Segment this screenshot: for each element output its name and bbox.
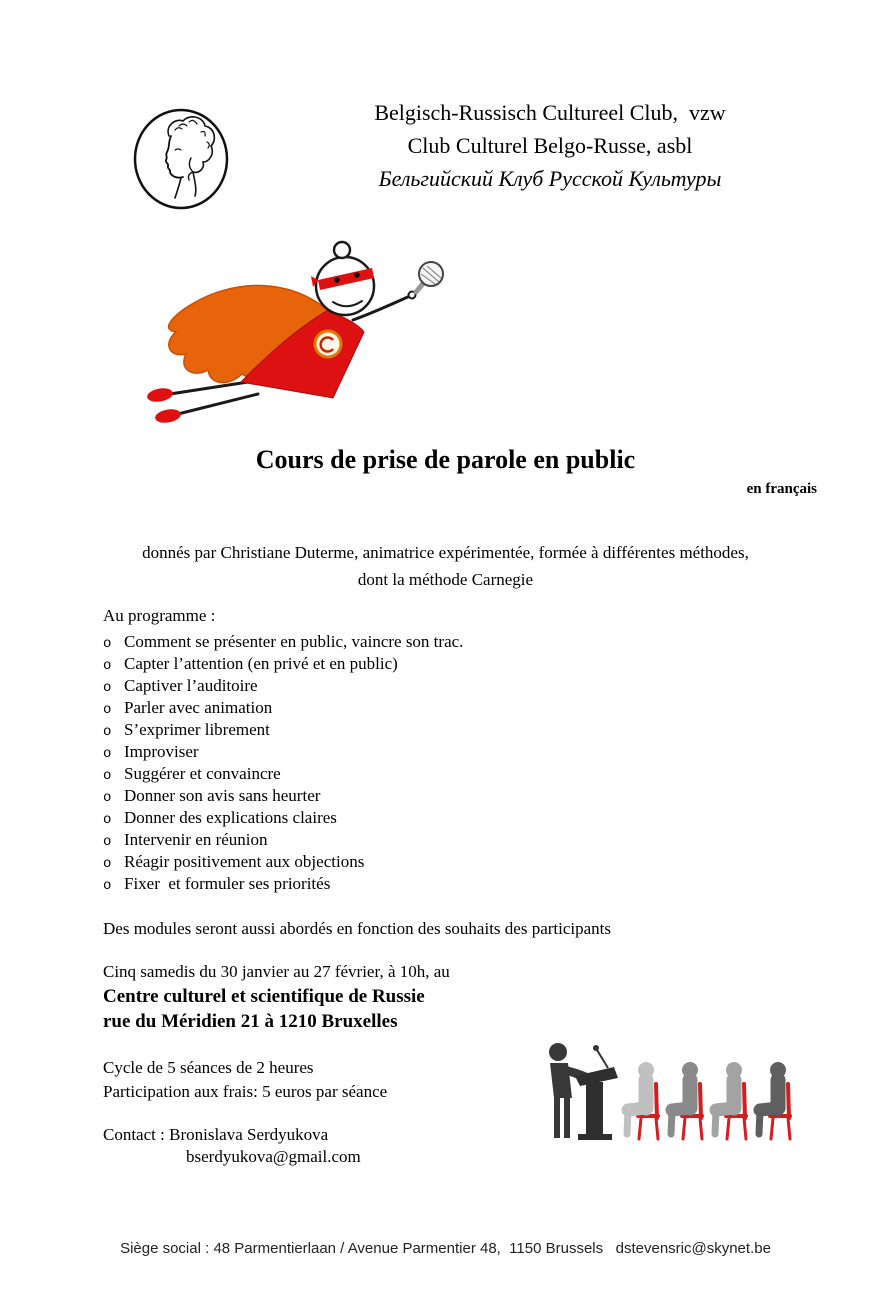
bullet-marker: o	[103, 812, 112, 828]
bullet-marker: o	[103, 834, 112, 850]
org-name-russian: Бельгийский Клуб Русской Культуры	[378, 166, 722, 191]
program-item	[103, 764, 463, 786]
program-item	[103, 720, 463, 742]
program-item	[103, 852, 463, 874]
contact-name: Contact : Bronislava Serdyukova	[103, 1125, 329, 1144]
bullet-marker: o	[103, 790, 112, 806]
program-item	[103, 786, 463, 808]
venue-address: rue du Méridien 21 à 1210 Bruxelles	[103, 1011, 398, 1032]
program-item-text: S’exprimer librement	[124, 720, 270, 739]
cycle-info: Cycle de 5 séances de 2 heures	[103, 1058, 314, 1077]
contact-email: bserdyukova@gmail.com	[186, 1147, 361, 1166]
program-item-text: Réagir positivement aux objections	[124, 852, 365, 871]
program-item	[103, 698, 463, 720]
bullet-marker: o	[103, 680, 112, 696]
program-item-text: Parler avec animation	[124, 698, 273, 717]
program-item	[103, 742, 463, 764]
org-name-dutch: Belgisch-Russisch Cultureel Club, vzw	[374, 100, 726, 125]
speaker-and-audience-illustration	[528, 1036, 806, 1148]
bullet-marker: o	[103, 878, 112, 894]
org-name-french: Club Culturel Belgo-Russe, asbl	[407, 133, 693, 158]
bullet-marker: o	[103, 724, 112, 740]
program-item	[103, 654, 463, 676]
bullet-marker: o	[103, 658, 112, 674]
program-item-text: Intervenir en réunion	[124, 830, 268, 849]
flying-superhero-speaker-illustration	[120, 224, 460, 442]
program-item-text: Improviser	[124, 742, 199, 761]
venue-name: Centre culturel et scientifique de Russie	[103, 986, 425, 1007]
bullet-marker: o	[103, 768, 112, 784]
trainer-intro-line1: donnés par Christiane Duterme, animatrice expérimentée, formée à différentes méthodes,	[142, 543, 749, 562]
program-item-text: Comment se présenter en public, vaincre son trac.	[124, 632, 464, 651]
bullet-marker: o	[103, 702, 112, 718]
pushkin-portrait-logo	[131, 106, 231, 212]
bullet-marker: o	[103, 746, 112, 762]
trainer-intro	[0, 539, 891, 593]
program-item	[103, 874, 463, 896]
program-list	[103, 632, 463, 896]
modules-note: Des modules seront aussi abordés en fonction des souhaits des participants	[103, 919, 612, 938]
course-language: en français	[746, 481, 817, 497]
trainer-intro-line2: dont la méthode Carnegie	[357, 570, 534, 589]
schedule-dates: Cinq samedis du 30 janvier au 27 février, à 10h, au	[103, 962, 450, 981]
bullet-marker: o	[103, 636, 112, 652]
program-heading: Au programme :	[103, 606, 216, 625]
footer-address: Siège social : 48 Parmentierlaan / Avenue Parmentier 48, 1150 Brussels dstevensric@skynet.be	[120, 1240, 771, 1257]
course-title: Cours de prise de parole en public	[255, 445, 636, 474]
program-item	[103, 676, 463, 698]
fee-info: Participation aux frais: 5 euros par séance	[103, 1082, 388, 1101]
program-item-text: Donner des explications claires	[124, 808, 337, 827]
program-item-text: Donner son avis sans heurter	[124, 786, 321, 805]
bullet-marker: o	[103, 856, 112, 872]
program-item-text: Captiver l’auditoire	[124, 676, 258, 695]
program-item-text: Fixer et formuler ses priorités	[124, 874, 331, 893]
header	[255, 96, 845, 195]
program-item	[103, 830, 463, 852]
program-item-text: Suggérer et convaincre	[124, 764, 281, 783]
program-item	[103, 632, 463, 654]
program-item-text: Capter l’attention (en privé et en public)	[124, 654, 398, 673]
program-item	[103, 808, 463, 830]
